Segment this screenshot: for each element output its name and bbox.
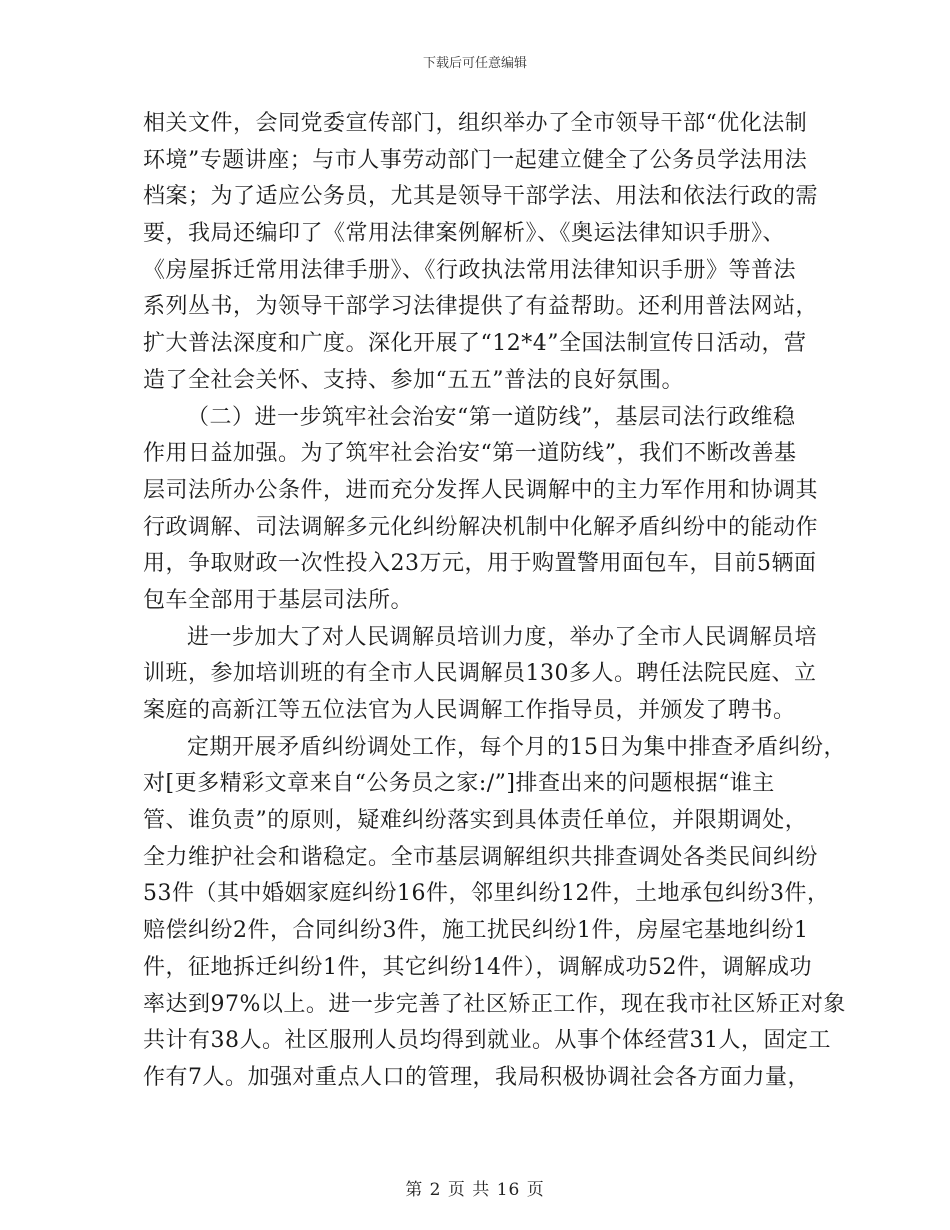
- text-line: 件，征地拆迁纠纷1件，其它纠纷14件），调解成功52件，调解成功: [143, 954, 812, 980]
- paragraph-start: 进一步加大了对人民调解员培训力度，举办了全市人民调解员培: [187, 624, 818, 650]
- text-line: 53件（其中婚姻家庭纠纷16件，邻里纠纷12件，土地承包纠纷3件，: [143, 881, 830, 907]
- document-body: [143, 106, 846, 1097]
- text-line: 《房屋拆迁常用法律手册》、《行政执法常用法律知识手册》等普法: [143, 257, 797, 283]
- text-line: 包车全部用于基层司法所。: [143, 587, 414, 613]
- text-line: 系列丛书，为领导干部学习法律提供了有益帮助。还利用普法网站，: [143, 294, 819, 320]
- text-line: 相关文件，会同党委宣传部门，组织举办了全市领导干部“优化法制: [143, 111, 808, 136]
- text-line: 对[更多精彩文章来自“公务员之家:/”]排查出来的问题根据“谁主: [143, 771, 775, 797]
- text-line: 用，争取财政一次性投入23万元，用于购置警用面包车，目前5辆面: [143, 551, 817, 577]
- text-line: 作有7人。加强对重点人口的管理，我局积极协调社会各方面力量，: [143, 1064, 810, 1090]
- text-line: 共计有38人。社区服刑人员均得到就业。从事个体经营31人，固定工: [143, 1028, 831, 1054]
- text-line: 层司法所办公条件，进而充分发挥人民调解中的主力军作用和协调其: [143, 477, 819, 503]
- text-line: 全力维护社会和谐稳定。全市基层调解组织共排查调处各类民间纠纷: [143, 844, 819, 870]
- text-line: 环境”专题讲座；与市人事劳动部门一起建立健全了公务员学法用法: [143, 147, 808, 173]
- text-line: 造了全社会关怀、支持、参加“五五”普法的良好氛围。: [143, 367, 684, 393]
- paragraph-start: （二）进一步筑牢社会治安“第一道防线”，基层司法行政维稳: [187, 404, 796, 430]
- text-line: 作用日益加强。为了筑牢社会治安“第一道防线”，我们不断改善基: [143, 441, 797, 467]
- text-line: 管、谁负责”的原则，疑难纠纷落实到具体责任单位，并限期调处，: [143, 808, 808, 834]
- text-line: 率达到97%以上。进一步完善了社区矫正工作，现在我市社区矫正对象: [143, 991, 846, 1017]
- text-line: 档案；为了适应公务员，尤其是领导干部学法、用法和依法行政的需: [143, 184, 819, 210]
- text-line: 扩大普法深度和广度。深化开展了“12*4”全国法制宣传日活动，营: [143, 331, 807, 357]
- page-header: 下载后可任意编辑: [422, 56, 527, 71]
- text-line: 案庭的高新江等五位法官为人民调解工作指导员，并颁发了聘书。: [143, 698, 796, 723]
- text-line: 要，我局还编印了《常用法律案例解析》、《奥运法律知识手册》、: [143, 221, 786, 247]
- page-number-footer: 第 2 页 共 16 页: [405, 1180, 545, 1200]
- text-line: 行政调解、司法调解多元化纠纷解决机制中化解矛盾纠纷中的能动作: [143, 514, 819, 540]
- text-line: 训班，参加培训班的有全市人民调解员130多人。聘任法院民庭、立: [143, 661, 817, 687]
- paragraph-start: 定期开展矛盾纠纷调处工作，每个月的15日为集中排查矛盾纠纷，: [187, 734, 846, 760]
- text-line: 赔偿纠纷2件，合同纠纷3件，施工扰民纠纷1件，房屋宅基地纠纷1: [143, 918, 809, 944]
